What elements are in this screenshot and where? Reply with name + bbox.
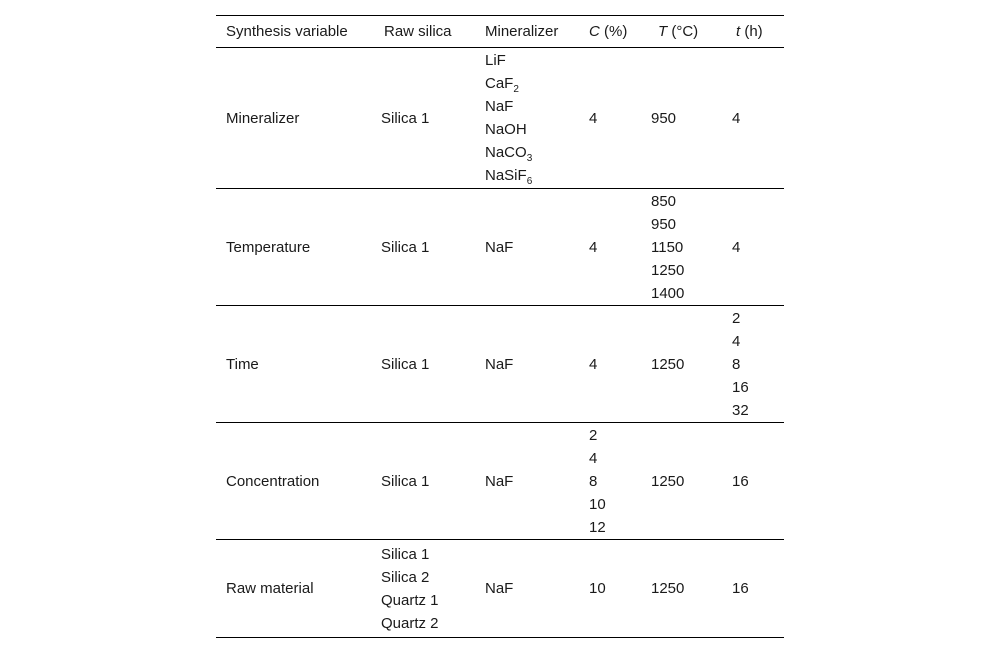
mineralizer-formula: [485, 470, 579, 493]
temperature-value: 950: [651, 215, 677, 233]
time-value: 16: [732, 580, 749, 597]
cell-mineralizer: [475, 49, 579, 187]
time-value: 16: [732, 472, 749, 490]
cell-temperature: [641, 470, 722, 493]
formula-base: CaF: [485, 75, 514, 92]
header-raw-silica: Raw silica: [384, 23, 452, 40]
raw-silica-value: Silica 1: [381, 472, 430, 490]
cell-mineralizer: [475, 470, 579, 493]
table-row: [216, 48, 784, 188]
header-time-unit: (h): [740, 23, 763, 40]
cell-time: [722, 470, 784, 493]
table-header: [216, 16, 784, 48]
cell-concentration: [579, 353, 641, 376]
formula-base: NaF: [485, 238, 514, 256]
header-synthesis-variable: Synthesis variable: [226, 23, 348, 40]
mineralizer-formula: [485, 118, 579, 141]
raw-silica-value: Quartz 1: [381, 591, 439, 609]
concentration-value: 8: [589, 472, 598, 490]
header-time-symbol: t: [736, 23, 741, 40]
raw-silica-value: Quartz 2: [381, 614, 439, 632]
time-value: 8: [732, 355, 741, 373]
cell-raw-silica: [371, 353, 475, 376]
formula-subscript: 3: [526, 153, 533, 164]
cell-concentration: [579, 577, 641, 600]
header-concentration-unit: (%): [599, 23, 628, 40]
temperature-value: 1250: [651, 472, 685, 490]
concentration-value: 2: [589, 426, 598, 444]
temperature-value: 950: [651, 109, 677, 127]
cell-raw-silica: [371, 107, 475, 130]
table-row: [216, 188, 784, 305]
cell-synthesis-variable: Mineralizer: [226, 109, 300, 127]
formula-base: NaCO: [485, 144, 527, 161]
concentration-value: 10: [589, 580, 606, 597]
formula-base: NaF: [485, 580, 514, 597]
formula-base: NaOH: [485, 121, 527, 138]
concentration-value: 12: [589, 518, 606, 536]
cell-concentration: [579, 107, 641, 130]
cell-raw-silica: [371, 470, 475, 493]
table-body: [216, 48, 784, 637]
table-row: [216, 539, 784, 637]
concentration-value: 4: [589, 238, 598, 256]
time-value: 2: [732, 309, 741, 327]
raw-silica-value: Silica 1: [381, 545, 430, 563]
formula-base: NaF: [485, 472, 514, 490]
mineralizer-formula: [485, 236, 579, 259]
cell-temperature: [641, 107, 722, 130]
raw-silica-value: Silica 1: [381, 238, 430, 256]
cell-time: [722, 307, 784, 422]
mineralizer-formula: [485, 72, 579, 95]
header-mineralizer: Mineralizer: [485, 23, 559, 40]
concentration-value: 4: [589, 109, 598, 127]
temperature-value: 1250: [651, 261, 685, 279]
concentration-value: 4: [589, 449, 598, 467]
temperature-value: 1400: [651, 284, 685, 302]
cell-temperature: [641, 353, 722, 376]
header-concentration: [579, 23, 641, 40]
raw-silica-value: Silica 1: [381, 109, 430, 127]
cell-time: [722, 107, 784, 130]
header-temperature-symbol: T: [658, 23, 668, 40]
mineralizer-formula: [485, 164, 579, 187]
cell-synthesis-variable: Raw material: [226, 580, 314, 597]
cell-temperature: [641, 190, 722, 305]
cell-synthesis-variable: Temperature: [226, 238, 311, 256]
raw-silica-value: Silica 2: [381, 568, 430, 586]
cell-time: [722, 577, 784, 600]
header-concentration-symbol: C: [589, 23, 600, 40]
table-row: [216, 305, 784, 422]
formula-base: NaSiF: [485, 167, 527, 184]
raw-silica-value: Silica 1: [381, 355, 430, 373]
time-value: 4: [732, 332, 741, 350]
cell-mineralizer: [475, 577, 579, 600]
cell-raw-silica: [371, 236, 475, 259]
formula-base: LiF: [485, 52, 506, 69]
formula-subscript: 2: [513, 84, 519, 95]
cell-mineralizer: [475, 353, 579, 376]
mineralizer-formula: [485, 353, 579, 376]
concentration-value: 4: [589, 355, 598, 373]
cell-synthesis-variable: Time: [226, 355, 259, 373]
header-time: [722, 23, 784, 40]
mineralizer-formula: [485, 49, 579, 72]
formula-base: NaF: [485, 355, 514, 373]
temperature-value: 1150: [651, 238, 684, 256]
header-temperature-unit: (°C): [667, 23, 699, 40]
temperature-value: 1250: [651, 580, 685, 597]
cell-time: [722, 236, 784, 259]
cell-raw-silica: [371, 543, 475, 635]
formula-subscript: 6: [526, 176, 533, 187]
time-value: 4: [732, 238, 741, 256]
time-value: 32: [732, 401, 749, 419]
cell-temperature: [641, 577, 722, 600]
concentration-value: 10: [589, 495, 606, 513]
cell-concentration: [579, 236, 641, 259]
cell-concentration: [579, 424, 641, 539]
synthesis-table: [216, 15, 784, 638]
mineralizer-formula: [485, 141, 579, 164]
time-value: 4: [732, 109, 741, 127]
cell-synthesis-variable: Concentration: [226, 472, 320, 490]
mineralizer-formula: [485, 577, 579, 600]
temperature-value: 850: [651, 192, 677, 210]
temperature-value: 1250: [651, 355, 685, 373]
mineralizer-formula: [485, 95, 579, 118]
cell-mineralizer: [475, 236, 579, 259]
table-row: [216, 422, 784, 539]
header-temperature: [641, 23, 722, 40]
time-value: 16: [732, 378, 749, 396]
formula-base: NaF: [485, 98, 514, 115]
